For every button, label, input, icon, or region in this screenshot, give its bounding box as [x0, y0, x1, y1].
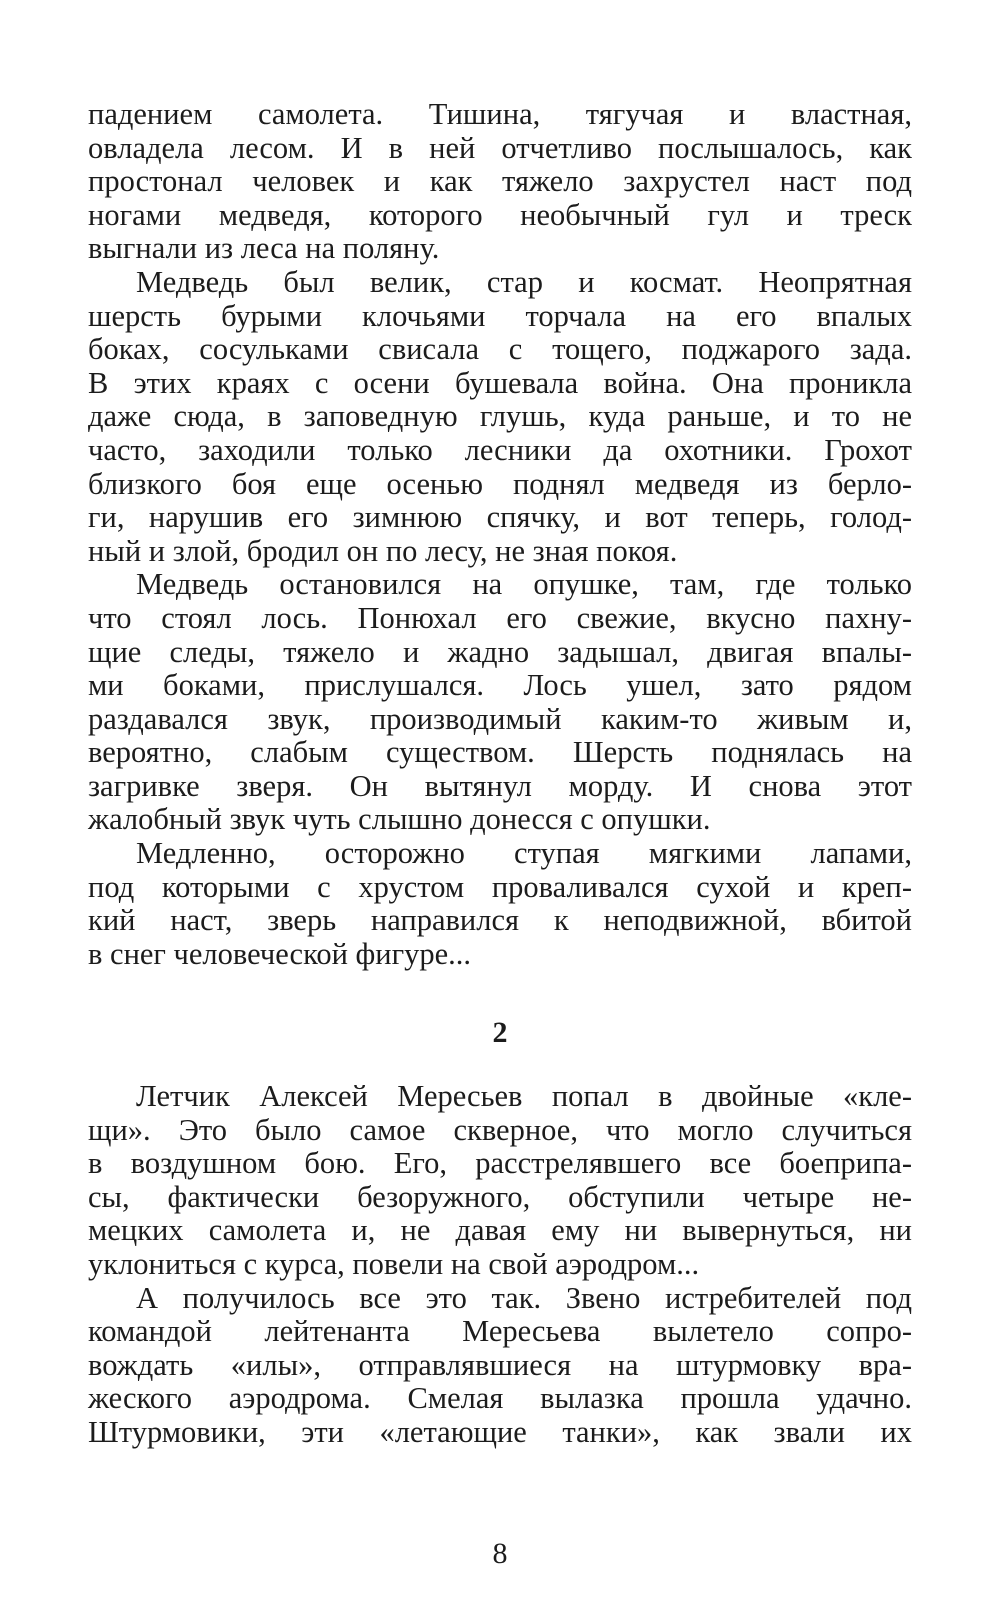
text-line: ги, нарушив его зимнюю спячку, и вот теперь, голод- — [88, 500, 912, 535]
text-line: командой лейтенанта Мересьева вылетело сопро- — [88, 1314, 912, 1349]
text-line: даже сюда, в заповедную глушь, куда раньше, и то не — [88, 399, 912, 434]
text-line: жеского аэродрома. Смелая вылазка прошла удачно. — [88, 1381, 912, 1416]
text-line: В этих краях с осени бушевала война. Она проникла — [88, 365, 912, 400]
paragraph — [88, 837, 912, 971]
text-line: Медленно, осторожно ступая мягкими лапами, — [136, 836, 912, 871]
text-line: вождать «илы», отправлявшиеся на штурмовку вра- — [88, 1347, 912, 1382]
text-line: боках, сосульками свисала с тощего, поджарого зада. — [88, 332, 912, 367]
text-line: выгнали из леса на поляну. — [88, 231, 440, 266]
text-line: раздавался звук, производимый каким-то живым и, — [88, 701, 912, 736]
page-number: 8 — [492, 1537, 508, 1570]
text-line: мецких самолета и, не давая ему ни вывернуться, ни — [88, 1213, 912, 1248]
text-line: загривке зверя. Он вытянул морду. И снова этот — [88, 768, 912, 803]
text-line: падением самолета. Тишина, тягучая и властная, — [88, 97, 912, 131]
text-line: овладела лесом. И в ней отчетливо послышалось, как — [88, 130, 912, 165]
text-line: в снег человеческой фигуре... — [88, 936, 472, 971]
text-line: шерсть бурыми клочьями торчала на его впалых — [88, 298, 912, 333]
text-block-before-chapter — [88, 98, 912, 971]
text-line: ми боками, прислушался. Лось ушел, зато рядом — [88, 668, 912, 703]
text-line: близкого боя еще осенью поднял медведя из берло- — [88, 466, 912, 501]
text-line: жалобный звук чуть слышно донесся с опушки. — [88, 802, 711, 837]
paragraph — [88, 98, 912, 266]
text-line: в воздушном бою. Его, расстрелявшего все боеприпа- — [88, 1146, 912, 1181]
text-line: простонал человек и как тяжело захрустел наст под — [88, 164, 912, 199]
text-line: вероятно, слабым существом. Шерсть поднялась на — [88, 735, 912, 770]
text-line: ногами медведя, которого необычный гул и треск — [88, 197, 912, 232]
text-line: щи». Это было самое скверное, что могло случиться — [88, 1112, 912, 1147]
text-line: уклониться с курса, повели на свой аэродром... — [88, 1246, 700, 1281]
text-line: щие следы, тяжело и жадно задышал, двигая впалы- — [88, 634, 912, 669]
paragraph — [88, 1282, 912, 1450]
text-block-after-chapter — [88, 1080, 912, 1450]
text-line: ный и злой, бродил он по лесу, не зная покоя. — [88, 533, 678, 568]
text-line: Медведь был велик, стар и космат. Неопрятная — [136, 264, 912, 299]
text-line: под которыми с хрустом проваливался сухой и креп- — [88, 869, 912, 904]
text-line: Медведь остановился на опушке, там, где только — [136, 567, 912, 602]
paragraph — [88, 1080, 912, 1282]
text-line: что стоял лось. Понюхал его свежие, вкусно пахну- — [88, 600, 912, 635]
paragraph — [88, 568, 912, 837]
text-line: часто, заходили только лесники да охотники. Грохот — [88, 432, 912, 467]
text-line: кий наст, зверь направился к неподвижной, вбитой — [88, 903, 912, 938]
text-line: Летчик Алексей Мересьев попал в двойные «кле- — [136, 1079, 912, 1113]
paragraph — [88, 266, 912, 568]
text-line: Штурмовики, эти «летающие танки», как звали их — [88, 1414, 912, 1449]
chapter-number: 2 — [492, 1016, 508, 1049]
text-line: сы, фактически безоружного, обступили четыре не- — [88, 1179, 912, 1214]
text-line: А получилось все это так. Звено истребителей под — [136, 1280, 912, 1315]
